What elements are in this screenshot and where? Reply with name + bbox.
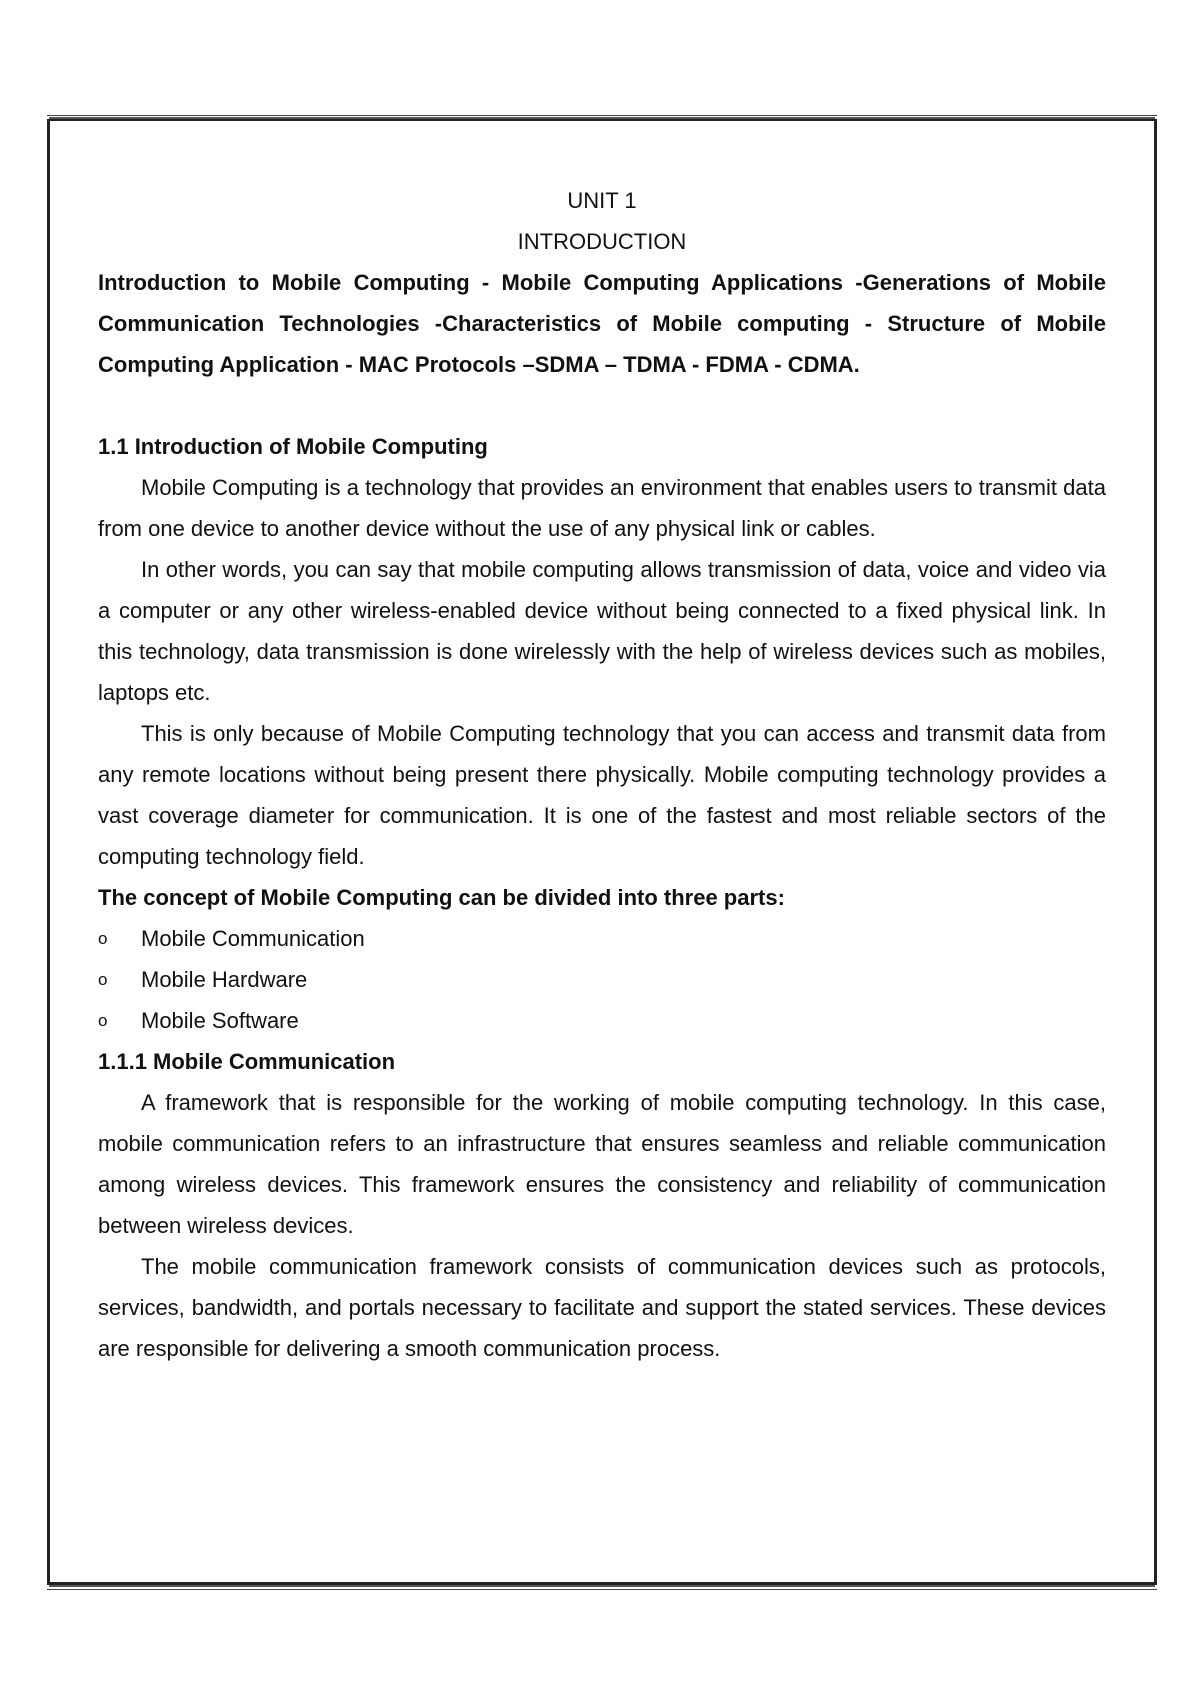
paragraph: In other words, you can say that mobile computing allows transmission of data, voice and video via a computer or any other wireless-enabled device without being connected to a fixed physical link. In this technology, data transmission is done wirelessly with the help of wireless devices such as mobiles, laptops etc. — [98, 557, 1106, 705]
concept-list — [98, 918, 1106, 1041]
bullet-icon: o — [98, 929, 108, 948]
page-border-bottom-rule — [47, 1589, 1157, 1590]
page-border-top-rule — [47, 115, 1157, 116]
section-heading-1-1-1: 1.1.1 Mobile Communication — [98, 1049, 396, 1074]
list-item — [98, 959, 1106, 1000]
document-body — [98, 180, 1106, 1369]
list-item-label: Mobile Hardware — [141, 967, 308, 992]
paragraph: This is only because of Mobile Computing technology that you can access and transmit data from any remote locations without being present there physically. Mobile computing technology provides a vast coverage diameter for communication. It is one of the fastest and most reliable sectors of the computing technology field. — [98, 721, 1106, 869]
paragraph: A framework that is responsible for the working of mobile computing technology. In this case, mobile communication refers to an infrastructure that ensures seamless and reliable communication among wireless devices. This framework ensures the consistency and reliability of communication between wireless devices. — [98, 1090, 1106, 1238]
paragraph: Mobile Computing is a technology that provides an environment that enables users to transmit data from one device to another device without the use of any physical link or cables. — [98, 475, 1106, 541]
bullet-icon: o — [98, 1011, 108, 1030]
syllabus-topics: Introduction to Mobile Computing - Mobile Computing Applications -Generations of Mobile Communication Technologies -Characteristics of Mobile computing - Structure of Mobile Computing Application - MAC Protocols –SDMA – TDMA - FDMA - CDMA. — [98, 270, 1106, 377]
spacer — [98, 385, 1106, 426]
list-item — [98, 918, 1106, 959]
unit-title: INTRODUCTION — [517, 229, 687, 254]
section-heading-1-1: 1.1 Introduction of Mobile Computing — [98, 434, 488, 459]
list-item-label: Mobile Communication — [141, 926, 365, 951]
concept-heading: The concept of Mobile Computing can be divided into three parts: — [98, 885, 785, 910]
paragraph: The mobile communication framework consists of communication devices such as protocols, services, bandwidth, and portals necessary to facilitate and support the stated services. These devices are responsible for delivering a smooth communication process. — [98, 1254, 1106, 1361]
list-item-label: Mobile Software — [141, 1008, 299, 1033]
list-item — [98, 1000, 1106, 1041]
bullet-icon: o — [98, 970, 108, 989]
unit-number: UNIT 1 — [567, 188, 637, 213]
